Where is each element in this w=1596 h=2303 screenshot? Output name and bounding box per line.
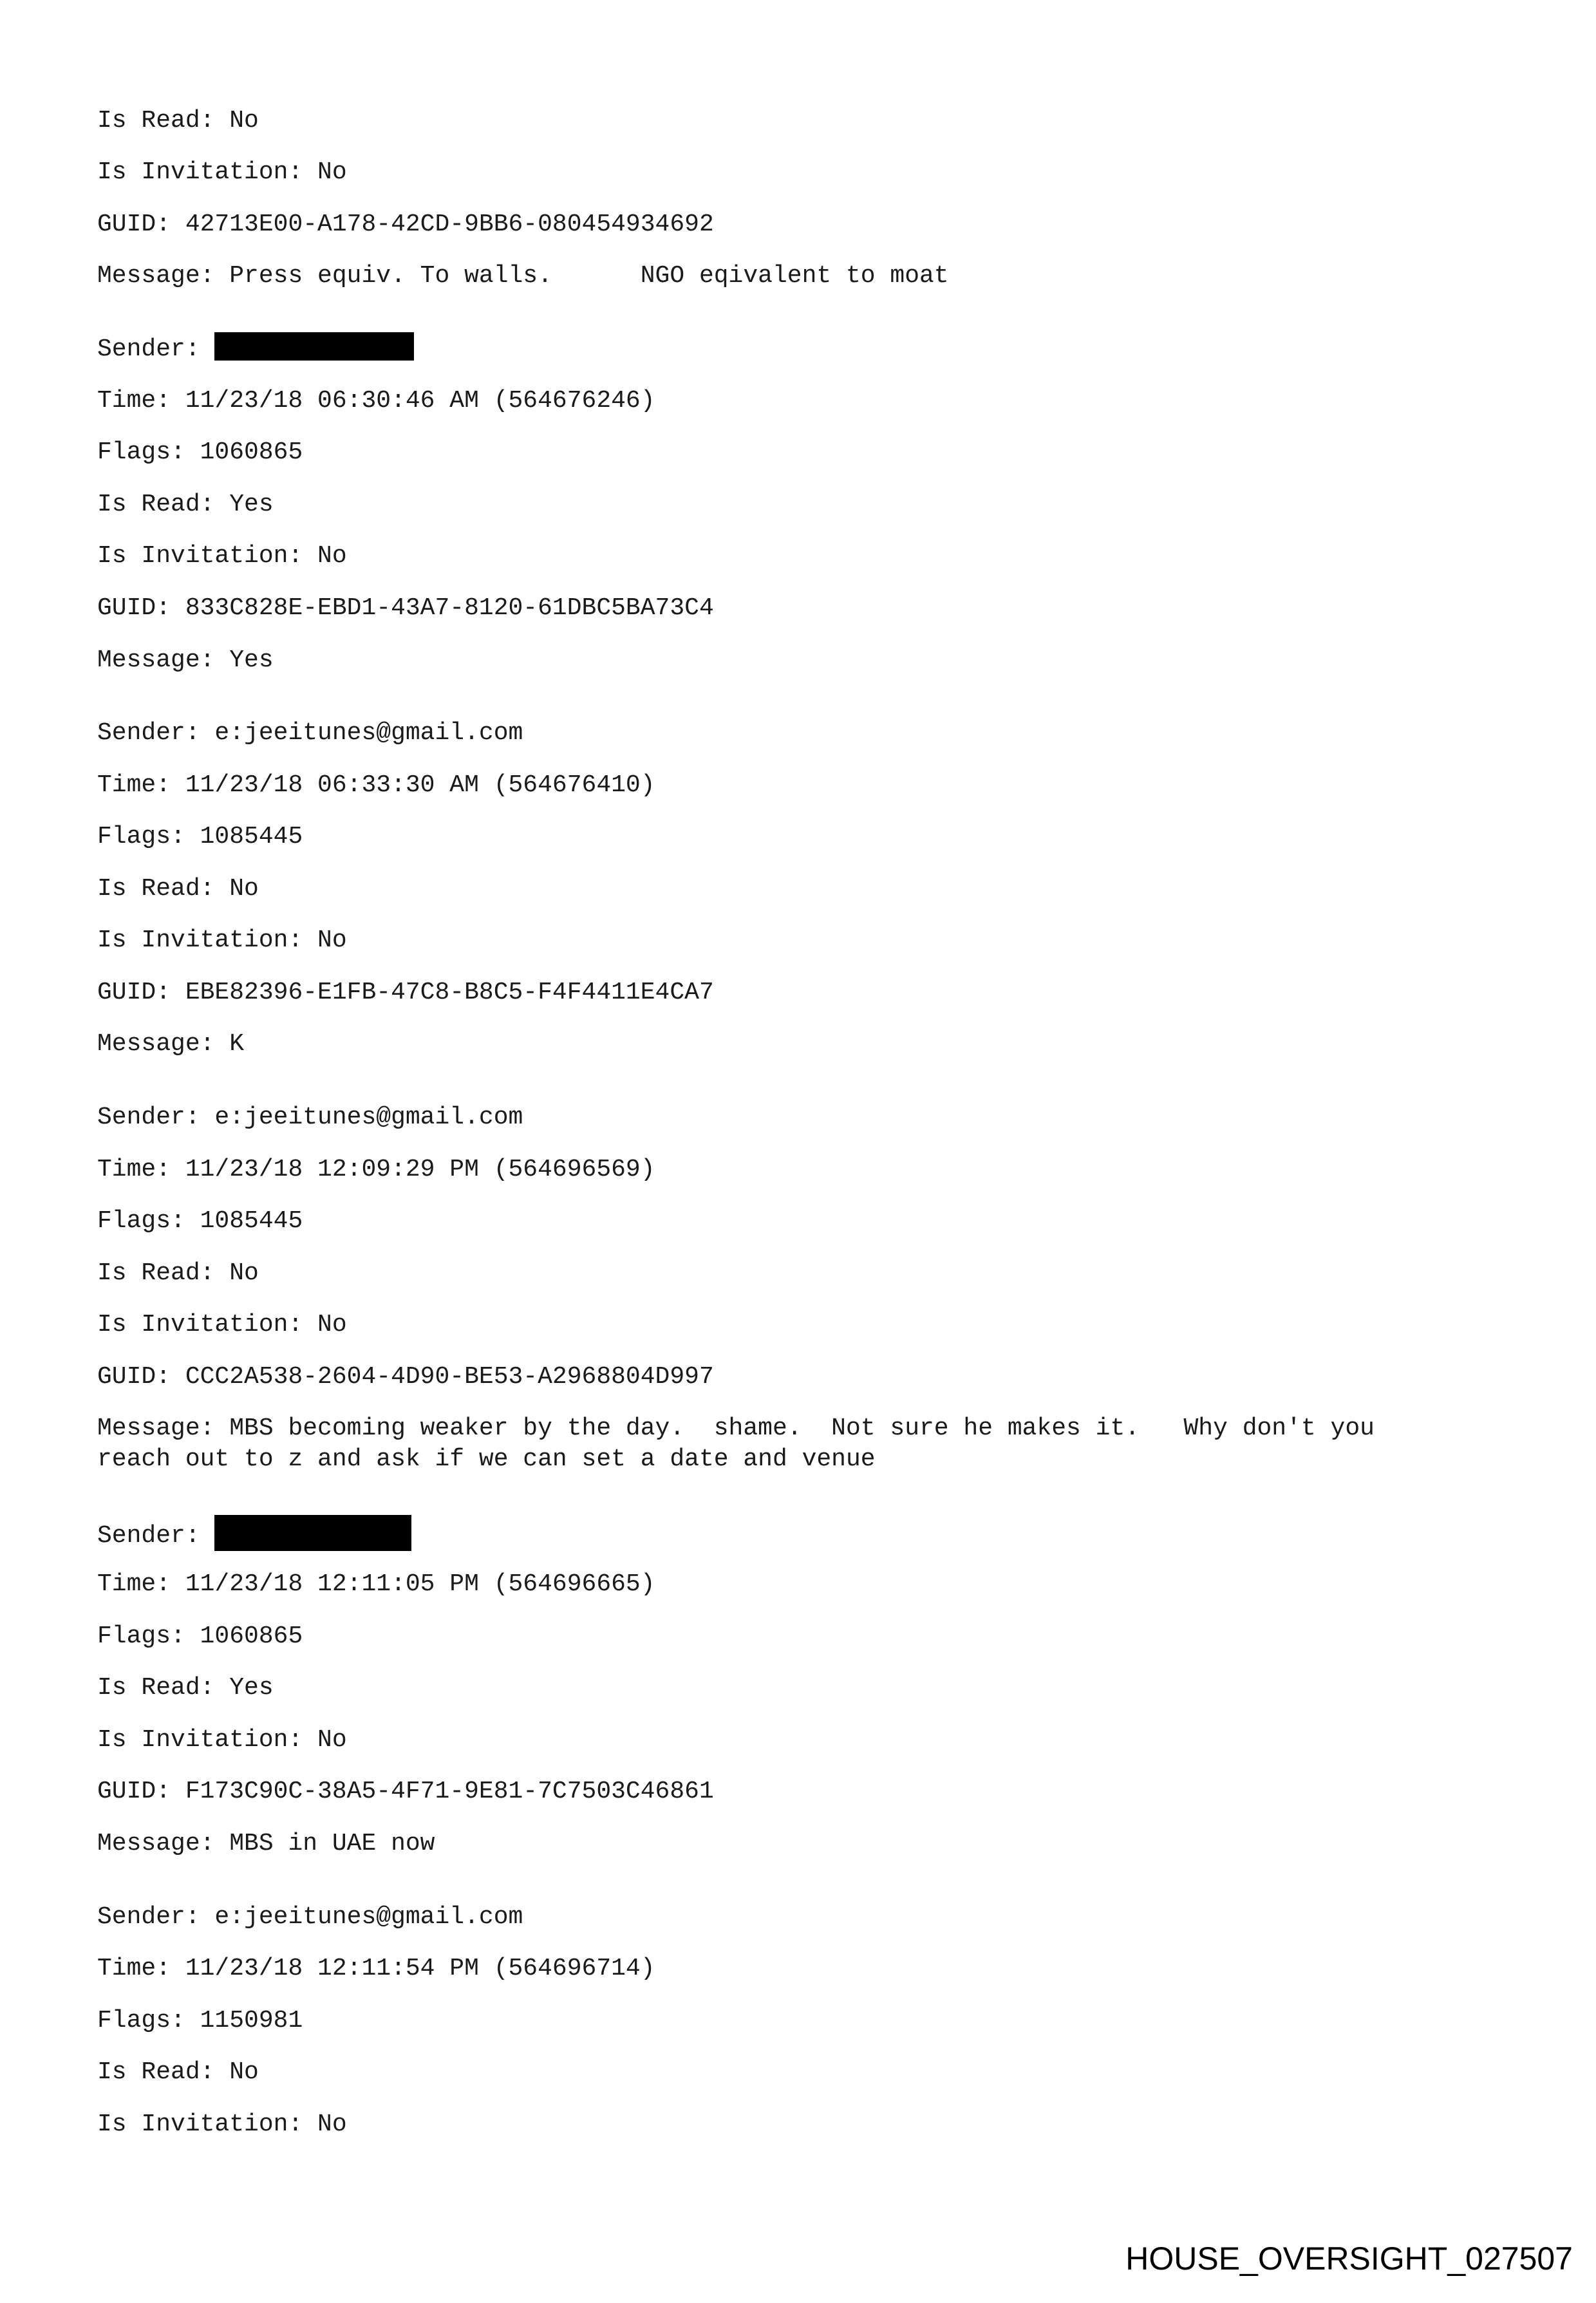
is-invitation-field: Is Invitation: No [97, 2110, 347, 2138]
time-field: Time: 11/23/18 06:33:30 AM (564676410) [97, 771, 655, 799]
is-read-field: Is Read: No [97, 107, 259, 135]
is-invitation-field: Is Invitation: No [97, 1726, 347, 1754]
flags-field: Flags: 1085445 [97, 823, 303, 851]
is-invitation-field: Is Invitation: No [97, 158, 347, 186]
guid-field: GUID: 42713E00-A178-42CD-9BB6-080454934692 [97, 211, 714, 238]
message-field: Message: Press equiv. To walls. NGO eqivalent to moat [97, 262, 949, 290]
message-field: Message: Yes [97, 646, 274, 674]
redaction-box [214, 332, 414, 361]
is-invitation-field: Is Invitation: No [97, 542, 347, 570]
guid-field: GUID: CCC2A538-2604-4D90-BE53-A2968804D997 [97, 1363, 714, 1391]
guid-field: GUID: EBE82396-E1FB-47C8-B8C5-F4F4411E4CA7 [97, 979, 714, 1006]
sender-field: Sender: e:jeeitunes@gmail.com [97, 1104, 523, 1131]
sender-field [97, 334, 414, 365]
sender-label: Sender: [97, 1522, 215, 1550]
guid-field: GUID: F173C90C-38A5-4F71-9E81-7C7503C46861 [97, 1778, 714, 1805]
is-read-field: Is Read: No [97, 875, 259, 903]
flags-field: Flags: 1060865 [97, 1622, 303, 1650]
is-invitation-field: Is Invitation: No [97, 926, 347, 954]
is-read-field: Is Read: No [97, 1259, 259, 1287]
flags-field: Flags: 1085445 [97, 1207, 303, 1235]
is-read-field: Is Read: Yes [97, 1674, 274, 1702]
time-field: Time: 11/23/18 06:30:46 AM (564676246) [97, 387, 655, 415]
is-read-field: Is Read: Yes [97, 491, 274, 518]
message-field: Message: MBS in UAE now [97, 1830, 435, 1857]
sender-field: Sender: e:jeeitunes@gmail.com [97, 1903, 523, 1931]
time-field: Time: 11/23/18 12:11:54 PM (564696714) [97, 1955, 655, 1982]
sender-field: Sender: e:jeeitunes@gmail.com [97, 719, 523, 747]
message-field: Message: MBS becoming weaker by the day. shame. Not sure he makes it. Why don't you reach out to z and ask if we can set a date and venue [97, 1415, 1375, 1473]
sender-field [97, 1518, 411, 1554]
bates-number: HOUSE_OVERSIGHT_027507 [1125, 2241, 1573, 2277]
message-field: Message: K [97, 1030, 245, 1058]
sender-label: Sender: [97, 335, 215, 363]
is-invitation-field: Is Invitation: No [97, 1311, 347, 1339]
flags-field: Flags: 1150981 [97, 2007, 303, 2035]
redaction-box [214, 1515, 411, 1551]
flags-field: Flags: 1060865 [97, 438, 303, 466]
is-read-field: Is Read: No [97, 2058, 259, 2086]
time-field: Time: 11/23/18 12:09:29 PM (564696569) [97, 1156, 655, 1183]
time-field: Time: 11/23/18 12:11:05 PM (564696665) [97, 1570, 655, 1598]
guid-field: GUID: 833C828E-EBD1-43A7-8120-61DBC5BA73C4 [97, 594, 714, 622]
